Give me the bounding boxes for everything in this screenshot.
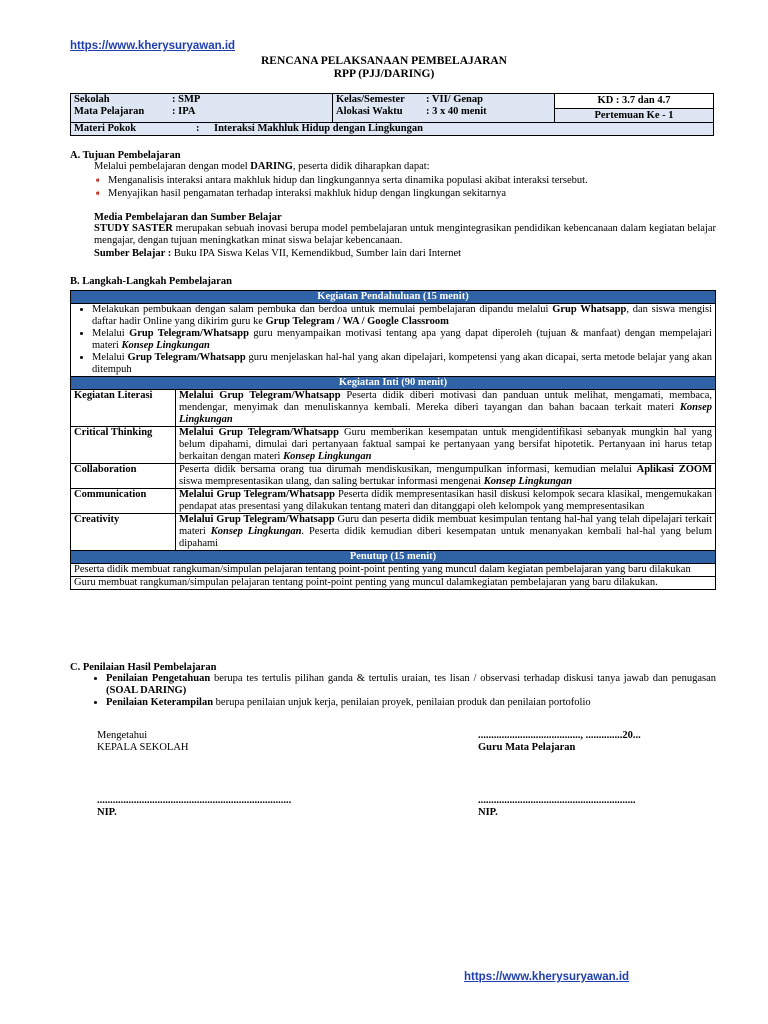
inti-band: Kegiatan Inti (90 menit) bbox=[71, 377, 716, 390]
pendahuluan-band: Kegiatan Pendahuluan (15 menit) bbox=[71, 291, 716, 304]
section-c-heading: C. Penilaian Hasil Pembelajaran bbox=[70, 662, 217, 673]
penutup-band: Penutup (15 menit) bbox=[71, 551, 716, 564]
pendahuluan-item: • Melalui Grup Telegram/Whatsapp guru menjelaskan hal-hal yang akan dipelajari, kompetensi yang akan dicapai, serta metode belajar yang akan ditempuh bbox=[92, 352, 712, 376]
signature-right bbox=[478, 730, 641, 754]
signature-left-line bbox=[97, 795, 291, 819]
sumber-belajar: Sumber Belajar : Buku IPA Siswa Kelas VII, Kemendikbud, Sumber lain dari Internet bbox=[94, 247, 462, 259]
inti-text: Melalui Grup Telegram/Whatsapp Peserta didik mempresentasikan hasil diskusi kelompok secara klasikal, mengemukakan pendapat atas presentasi yang dilakukan tentang materi dan ditanggapi oleh kelompok yang mempresentasikan bbox=[176, 489, 716, 514]
section-b-heading: B. Langkah-Langkah Pembelajaran bbox=[70, 276, 232, 287]
inti-text: Peserta didik bersama orang tua dirumah mendiskusikan, mengumpulkan informasi, kemudian melalui Aplikasi ZOOM siswa mempresentasikan ulang, dan saling bertukar informasi mengenai Konsep Lingkungan bbox=[176, 464, 716, 489]
pendahuluan-item: • Melalui Grup Telegram/Whatsapp guru menyampaikan motivasi tentang apa yang dapat diperoleh (tujuan & manfaat) dengan mempelajari materi Konsep Lingkungan bbox=[92, 328, 712, 352]
signature-left bbox=[97, 730, 189, 754]
footer-link[interactable]: https://www.kherysuryawan.id bbox=[464, 971, 630, 983]
inti-label: Collaboration bbox=[71, 464, 176, 489]
steps-table bbox=[70, 290, 716, 590]
goal-item: ➧ Menyajikan hasil pengamatan terhadap interaksi makhluk hidup dengan lingkungan sekitarnya bbox=[94, 188, 507, 199]
document-title: RENCANA PELAKSANAAN PEMBELAJARAN bbox=[261, 55, 507, 67]
inti-label: Communication bbox=[71, 489, 176, 514]
section-c bbox=[70, 662, 716, 709]
goal-item: ➧ Menganalisis interaksi antara makhluk hidup dan lingkungannya serta dinamika populasi akibat interaksi tersebut. bbox=[94, 174, 588, 186]
arrow-bullet-icon: ➧ bbox=[94, 174, 102, 185]
kd-cell: KD : 3.7 dan 4.7 Pertemuan Ke - 1 bbox=[555, 94, 714, 123]
signature-right-line bbox=[478, 795, 636, 819]
guru-label: Guru Mata Pelajaran bbox=[478, 742, 576, 753]
inti-label: Kegiatan Literasi bbox=[71, 390, 176, 427]
kepala-sekolah-label: KEPALA SEKOLAH bbox=[97, 742, 189, 753]
inti-text: Melalui Grup Telegram/Whatsapp Guru dan peserta didik membuat kesimpulan tentang hal-hal yang telah dipelajari terkait materi Konsep Lingkungan. Peserta didik kemudian diberi kesempatan untuk menanyakan kembali hal-hal yang belum dipahami bbox=[176, 514, 716, 551]
name-line-left: .......................................................................... bbox=[97, 795, 292, 806]
date-line: ......................................., ..............20... bbox=[478, 730, 641, 741]
header-link[interactable]: https://www.kherysuryawan.id bbox=[70, 40, 236, 52]
penutup-item: Peserta didik membuat rangkuman/simpulan pelajaran tentang point-point penting yang muncul dalam kegiatan pembelajaran yang baru dilakukan bbox=[71, 564, 716, 577]
section-a-intro: Melalui pembelajaran dengan model DARING, peserta didik diharapkan dapat: bbox=[94, 161, 430, 172]
nip-left: NIP. bbox=[97, 807, 117, 818]
section-a bbox=[70, 150, 716, 260]
nip-right: NIP. bbox=[478, 807, 498, 818]
section-a-heading: A. Tujuan Pembelajaran bbox=[70, 150, 181, 161]
materi-row: Materi Pokok : Interaksi Makhluk Hidup dengan Lingkungan bbox=[71, 123, 714, 136]
name-line-right: ............................................................ bbox=[478, 795, 636, 806]
info-table bbox=[70, 93, 714, 136]
inti-text: Melalui Grup Telegram/Whatsapp Peserta didik diberi motivasi dan panduan untuk melihat, mengamati, membaca, mendengar, menyimak dan menuliskannya kembali. Mereka diberi tayangan dan bahan bacaan terkait materi Konsep Lingkungan bbox=[176, 390, 716, 427]
pendahuluan-cell bbox=[71, 304, 716, 377]
mengetahui-label: Mengetahui bbox=[97, 730, 148, 741]
inti-label: Critical Thinking bbox=[71, 427, 176, 464]
school-cell: Sekolah : SMP Mata Pelajaran : IPA bbox=[71, 94, 333, 123]
inti-text: Melalui Grup Telegram/Whatsapp Guru memberikan kesempatan untuk mengidentifikasi sebanyak mungkin hal yang belum dipahami, dimulai dari pertanyaan faktual sampai ke pertanyaan yang bersifat hipotetik. Pertanyaan ini harus tetap berkaitan dengan materi Konsep Lingkungan bbox=[176, 427, 716, 464]
assessment-item: • Penilaian Pengetahuan berupa tes tertulis pilihan ganda & tertulis uraian, tes lisan / observasi terhadap diskusi tanya jawab dan penugasan (SOAL DARING) bbox=[106, 673, 716, 697]
document-subtitle: RPP (PJJ/DARING) bbox=[333, 68, 435, 80]
class-cell: Kelas/Semester : VII/ Genap Alokasi Waktu : 3 x 40 menit bbox=[333, 94, 555, 123]
media-heading: Media Pembelajaran dan Sumber Belajar bbox=[94, 211, 282, 223]
penutup-item: Guru membuat rangkuman/simpulan pelajaran tentang point-point penting yang muncul dalamkegiatan pembelajaran yang baru dilakukan. bbox=[71, 577, 716, 590]
arrow-bullet-icon: ➧ bbox=[94, 188, 102, 198]
inti-label: Creativity bbox=[71, 514, 176, 551]
assessment-item: • Penilaian Keterampilan berupa penilaian unjuk kerja, penilaian proyek, penilaian produk dan penilaian portofolio bbox=[106, 697, 716, 709]
media-text: STUDY SASTER merupakan sebuah inovasi berupa model pembelajaran untuk mengintegrasikan pendidikan kebencanaan dalam kegiatan belajar mengajar, dengan tujuan meningkatkan minat siswa belajar kebencanaan. bbox=[94, 222, 716, 246]
pendahuluan-item: • Melakukan pembukaan dengan salam pembuka dan berdoa untuk memulai pembelajaran dipandu melalui Grup Whatsapp, dan siswa mengisi daftar hadir Online yang dikirim guru ke Grup Telegram / WA / Google Classroom bbox=[92, 304, 712, 328]
